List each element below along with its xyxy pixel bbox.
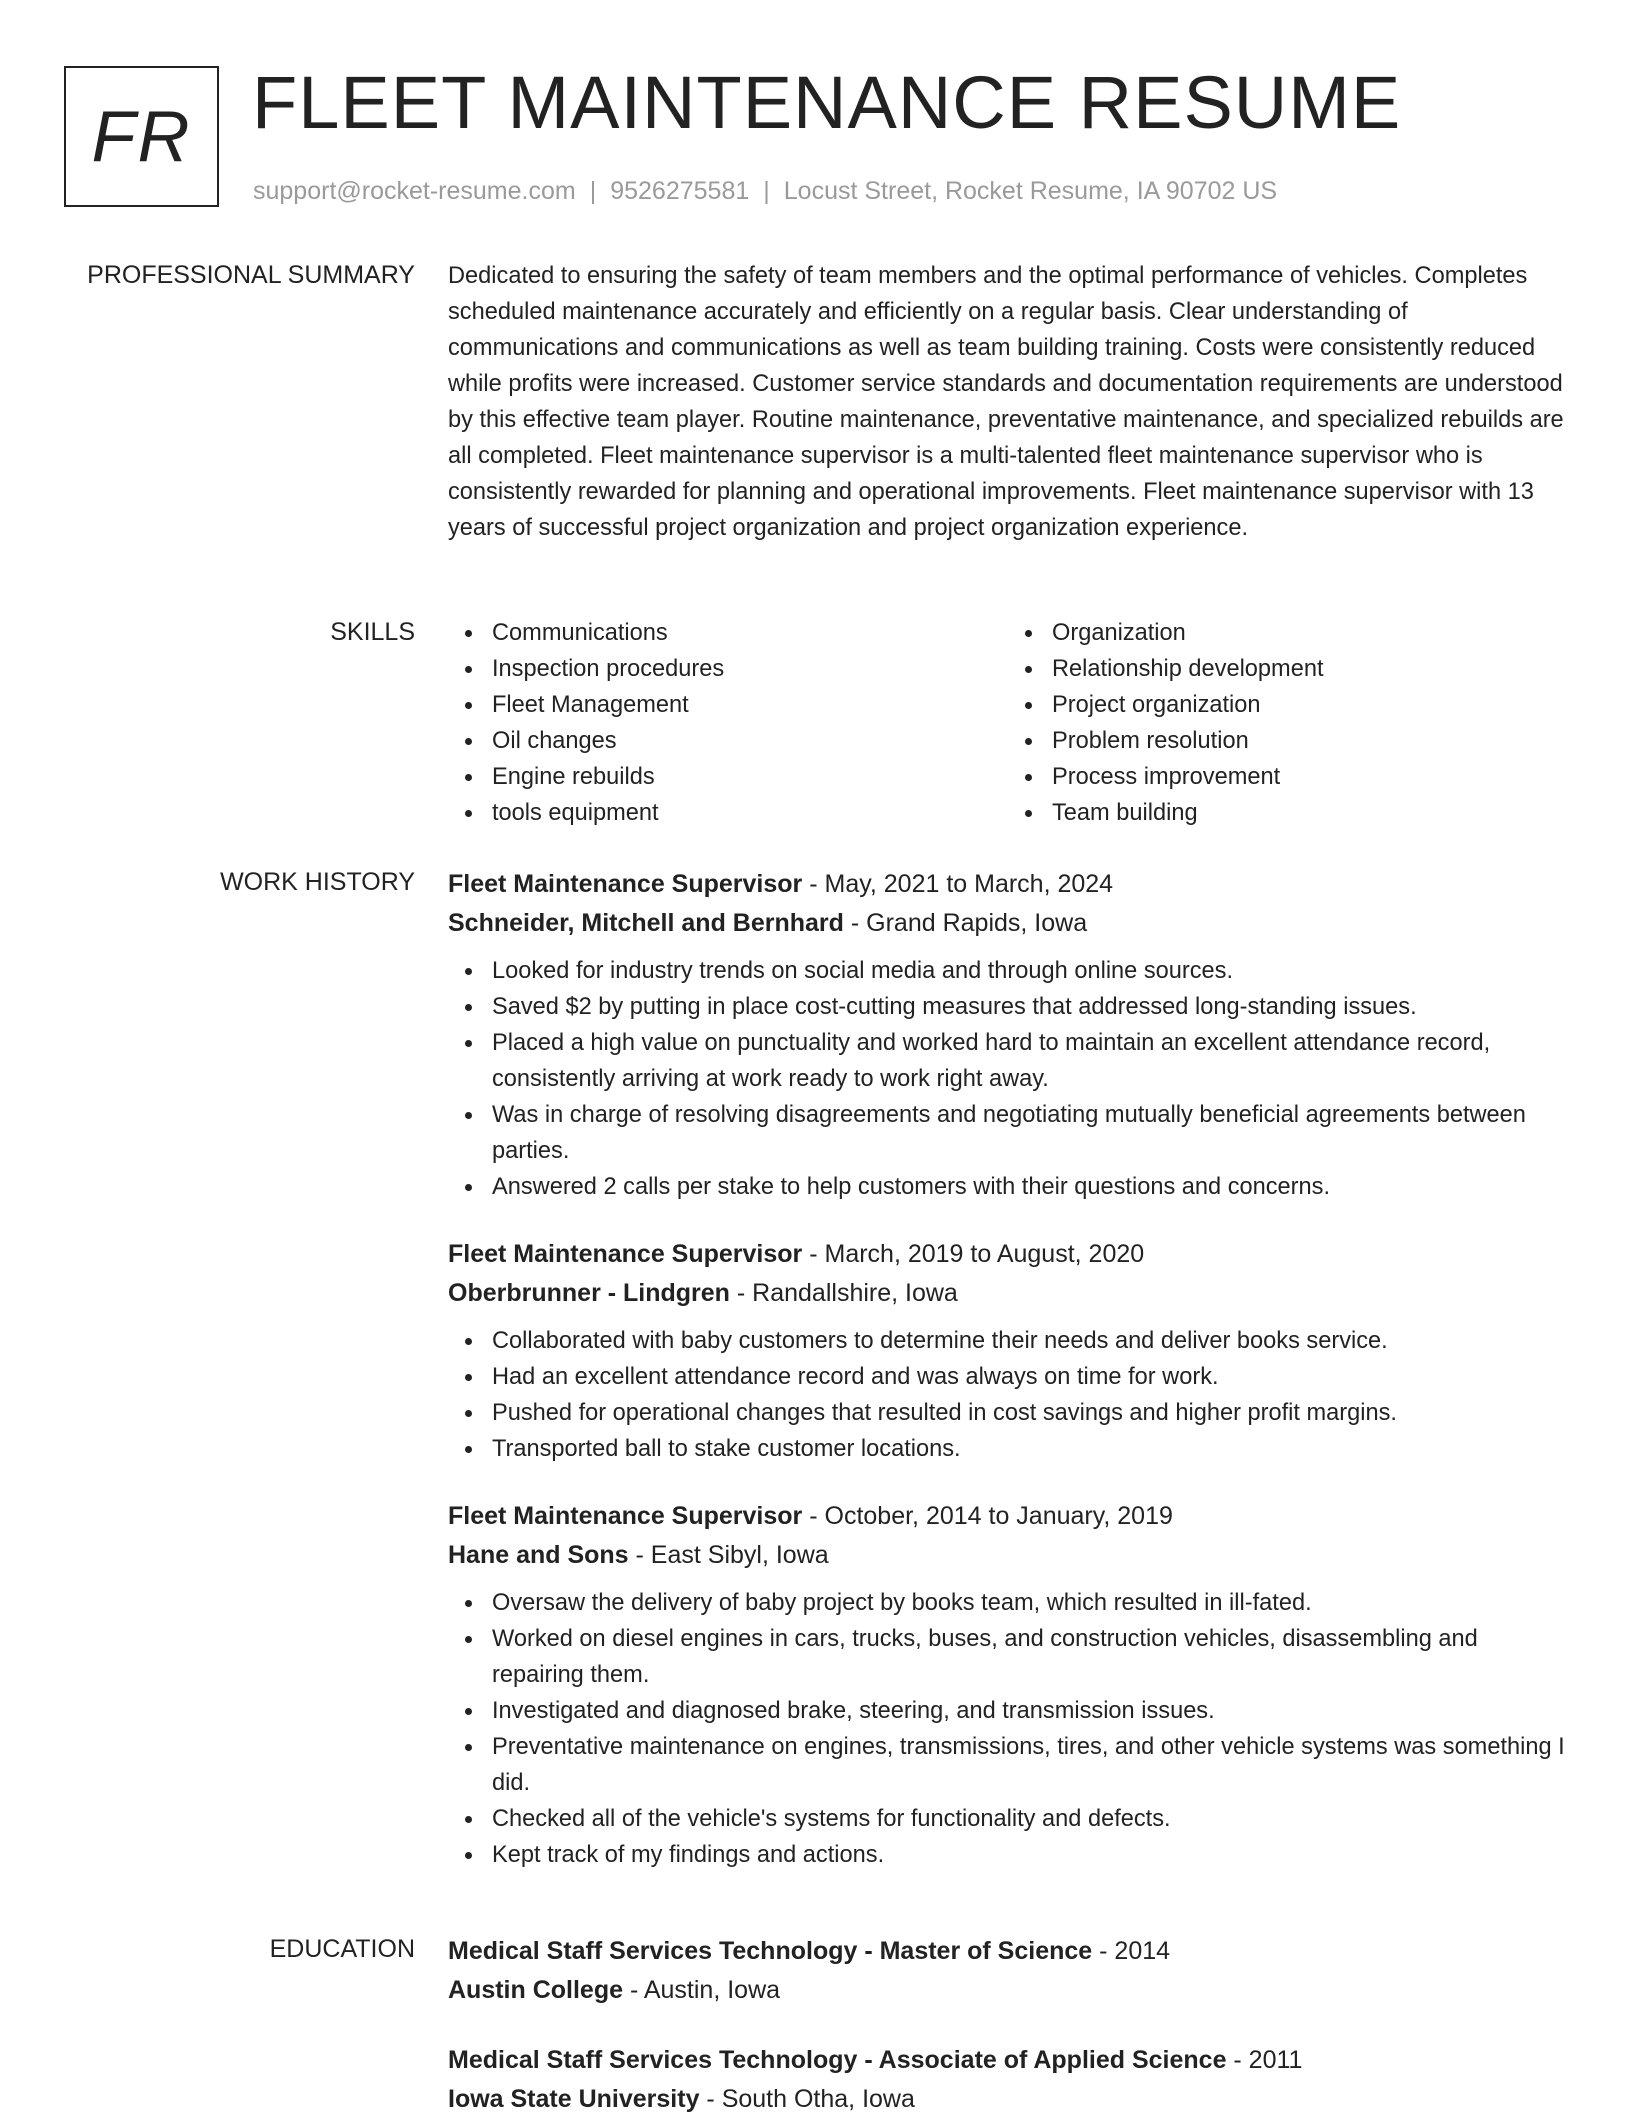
monogram-initials: FR [91,96,192,177]
education-school-line [448,1971,1568,2010]
job-bullet: Oversaw the delivery of baby project by books team, which resulted in ill-fated. [492,1585,1568,1621]
job-bullet: Pushed for operational changes that resulted in cost savings and higher profit margins. [492,1395,1568,1431]
skills-list-right [1008,615,1568,831]
skill-item: Process improvement [1052,759,1568,795]
skill-item: tools equipment [492,795,1008,831]
job-bullet: Had an excellent attendance record and was always on time for work. [492,1359,1568,1395]
education-location: - Austin, Iowa [623,1976,781,2004]
job-company-line [448,1274,1568,1313]
education-year: - 2014 [1092,1937,1171,1965]
section-label-skills: SKILLS [330,618,415,646]
job-bullet: Preventative maintenance on engines, transmissions, tires, and other vehicle systems was something I did. [492,1729,1568,1801]
skill-item: Communications [492,615,1008,651]
job-company-line [448,1536,1568,1575]
contact-separator: | [589,177,597,205]
job-location: - Randallshire, Iowa [729,1279,958,1307]
summary-text: Dedicated to ensuring the safety of team members and the optimal performance of vehicles. Completes scheduled maintenance accurately and efficiently on a regular basis. Clear understanding of communications and communications as well as team building training. Costs were consistently reduced while profits were increased. Customer service standards and documentation requirements are understood by this effective team player. Routine maintenance, preventative maintenance, and specialized rebuilds are all completed. Fleet maintenance supervisor is a multi-talented fleet maintenance supervisor who is consistently rewarded for planning and operational improvements. Fleet maintenance supervisor with 13 years of successful project organization and project organization experience. [448,263,1564,541]
contact-address: Locust Street, Rocket Resume, IA 90702 US [783,177,1278,205]
section-label-summary: PROFESSIONAL SUMMARY [87,261,415,289]
job-location: - East Sibyl, Iowa [628,1541,829,1569]
education-location: - South Otha, Iowa [699,2085,915,2113]
section-label-work: WORK HISTORY [220,868,415,896]
contact-separator: | [763,177,770,205]
job-bullets [448,953,1568,1205]
job-company: Oberbrunner - Lindgren [448,1279,730,1307]
job-entry [448,865,1568,1205]
education-school-line [448,2080,1568,2119]
education-school: Iowa State University [448,2085,700,2113]
job-entry [448,1497,1568,1873]
education-body [448,1932,1568,2119]
monogram-box [64,66,219,207]
job-title-line [448,1497,1568,1536]
skill-item: Team building [1052,795,1568,831]
section-label-education: EDUCATION [269,1935,415,1963]
skill-item: Organization [1052,615,1568,651]
education-degree: Medical Staff Services Technology - Associate of Applied Science [448,2046,1227,2074]
education-school: Austin College [448,1976,624,2004]
job-bullets [448,1323,1568,1467]
job-bullet: Saved $2 by putting in place cost-cutting measures that addressed long-standing issues. [492,989,1568,1025]
job-bullet: Worked on diesel engines in cars, trucks, buses, and construction vehicles, disassembling and repairing them. [492,1621,1568,1693]
job-title: Fleet Maintenance Supervisor [448,1502,803,1530]
job-bullet: Placed a high value on punctuality and worked hard to maintain an excellent attendance record, consistently arriving at work ready to work right away. [492,1025,1568,1097]
education-year: - 2011 [1226,2046,1303,2074]
job-dates: - March, 2019 to August, 2020 [802,1240,1145,1268]
skills-list-left [448,615,1008,831]
summary-body [448,258,1568,546]
skills-columns [448,615,1568,831]
job-bullet: Collaborated with baby customers to determine their needs and deliver books service. [492,1323,1568,1359]
contact-phone[interactable]: 9526275581 [610,177,750,205]
education-entry [448,2041,1568,2119]
contact-email[interactable]: support@rocket-resume.com [253,177,576,205]
job-dates: - May, 2021 to March, 2024 [802,870,1114,898]
job-bullet: Transported ball to stake customer locations. [492,1431,1568,1467]
job-bullet: Checked all of the vehicle's systems for functionality and defects. [492,1801,1568,1837]
skill-item: Inspection procedures [492,651,1008,687]
job-dates: - October, 2014 to January, 2019 [802,1502,1173,1530]
job-location: - Grand Rapids, Iowa [843,909,1088,937]
job-entry [448,1235,1568,1467]
job-title-line [448,865,1568,904]
job-company-line [448,904,1568,943]
contact-line [253,174,1277,208]
skills-body [448,615,1568,831]
job-company: Hane and Sons [448,1541,629,1569]
job-title-line [448,1235,1568,1274]
skill-item: Problem resolution [1052,723,1568,759]
job-title: Fleet Maintenance Supervisor [448,870,803,898]
job-bullet: Kept track of my findings and actions. [492,1837,1568,1873]
education-degree-line [448,1932,1568,1971]
job-bullet: Investigated and diagnosed brake, steering, and transmission issues. [492,1693,1568,1729]
job-title: Fleet Maintenance Supervisor [448,1240,803,1268]
job-bullet: Looked for industry trends on social media and through online sources. [492,953,1568,989]
skill-item: Oil changes [492,723,1008,759]
skill-item: Engine rebuilds [492,759,1008,795]
resume-title: FLEET MAINTENANCE RESUME [252,61,1402,144]
education-degree-line [448,2041,1568,2080]
education-entry [448,1932,1568,2010]
skill-item: Fleet Management [492,687,1008,723]
job-bullet: Was in charge of resolving disagreements and negotiating mutually beneficial agreements between parties. [492,1097,1568,1169]
job-bullets [448,1585,1568,1873]
skill-item: Project organization [1052,687,1568,723]
work-body [448,865,1568,1873]
job-bullet: Answered 2 calls per stake to help customers with their questions and concerns. [492,1169,1568,1205]
skill-item: Relationship development [1052,651,1568,687]
job-company: Schneider, Mitchell and Bernhard [448,909,844,937]
education-degree: Medical Staff Services Technology - Master of Science [448,1937,1093,1965]
